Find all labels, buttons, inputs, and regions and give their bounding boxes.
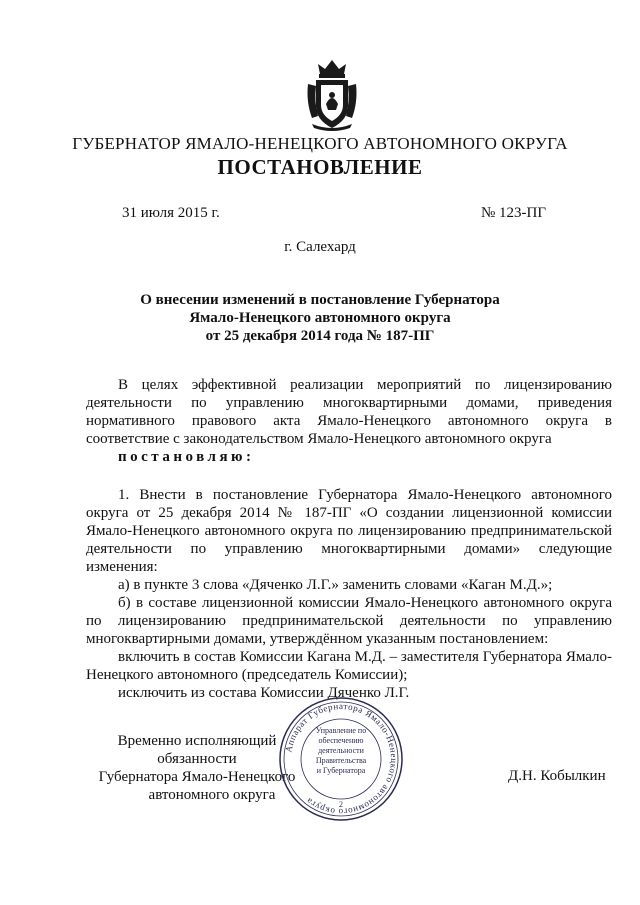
item-1: 1. Внести в постановление Губернатора Ямало-Ненецкого автономного округа от 25 декабря 2014 № 187-ПГ «О создании лицензионной комиссии Ямало-Ненецкого автономного округа по лицензированию предпринимательской деятельности по управлению многоквартирными домами» следующие изменения:	[86, 487, 612, 575]
stamp-number: 2	[339, 800, 343, 809]
signatory-title-line: Временно исполняющий обязанности	[117, 733, 277, 767]
coat-of-arms-icon	[304, 58, 360, 132]
resolve-word: постановляю:	[118, 449, 255, 465]
signatory-title-line: автономного округа	[148, 787, 276, 803]
decree-items	[86, 486, 612, 702]
signatory-title	[84, 732, 310, 804]
document-subject	[100, 291, 540, 345]
subject-line: от 25 декабря 2014 года № 187-ПГ	[205, 328, 435, 344]
document-city: г. Салехард	[284, 239, 356, 255]
preamble-text: В целях эффективной реализации мероприятий по лицензированию деятельности по управлению многоквартирными домами, приведения нормативного правового акта Ямало-Ненецкого автономного округа в соответствие с законодательством Ямало-Ненецкого автономного округа	[86, 377, 612, 447]
stamp-ring-text: Аппарат Губернатора Ямало-Ненецкого автономного округа	[283, 700, 400, 818]
document-date: 31 июля 2015 г.	[122, 205, 220, 221]
stamp-line: Управление по	[315, 726, 367, 735]
organization-name: ГУБЕРНАТОР ЯМАЛО-НЕНЕЦКОГО АВТОНОМНОГО ОКРУГА	[72, 134, 568, 153]
signatory-title-line: Губернатора Ямало-Ненецкого	[98, 769, 296, 785]
item-1a: а) в пункте 3 слова «Дяченко Л.Г.» заменить словами «Каган М.Д.»;	[118, 577, 553, 593]
document-type: ПОСТАНОВЛЕНИЕ	[217, 155, 423, 179]
item-1b: б) в составе лицензионной комиссии Ямало-Ненецкого автономного округа по лицензированию предпринимательской деятельности по управлению многоквартирными домами, утверждённом указанным постановлением:	[86, 595, 612, 647]
stamp-inner-text	[304, 726, 378, 776]
stamp-line: Правительства	[315, 756, 367, 765]
stamp-line: и Губернатора	[316, 766, 366, 775]
subject-line: Ямало-Ненецкого автономного округа	[189, 310, 451, 326]
exclude-member: исключить из состава Комиссии Дяченко Л.Г.	[118, 685, 410, 701]
subject-line: О внесении изменений в постановление Губернатора	[140, 292, 500, 308]
include-member: включить в состав Комиссии Кагана М.Д. – заместителя Губернатора Ямало-Ненецкого автономного (председатель Комиссии);	[86, 649, 612, 683]
stamp-line: деятельности	[318, 746, 364, 755]
document-number: № 123-ПГ	[481, 205, 547, 221]
signatory-name: Д.Н. Кобылкин	[508, 768, 606, 784]
preamble-paragraph	[86, 376, 612, 466]
stamp-line: обеспечению	[318, 736, 364, 745]
